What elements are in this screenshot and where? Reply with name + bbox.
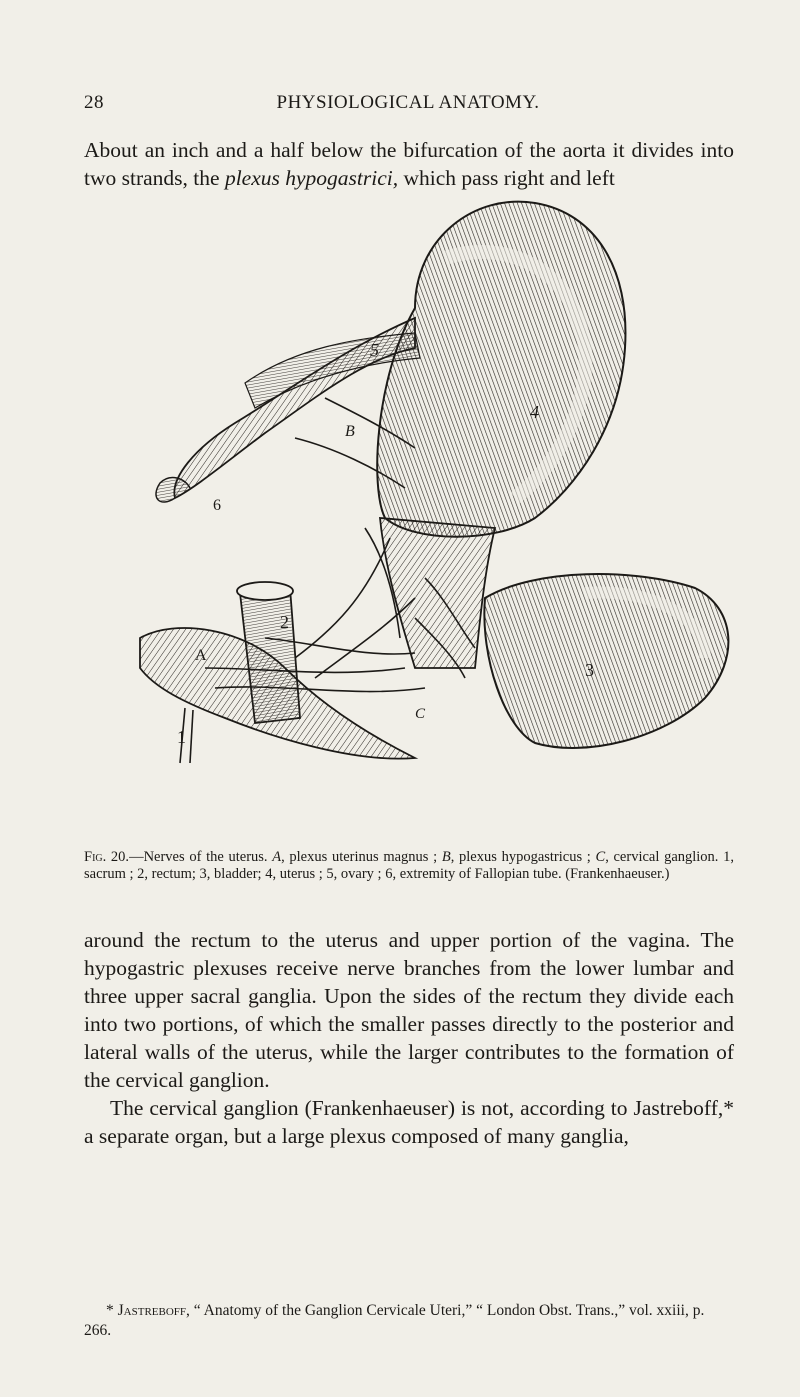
caption-B: B: [441, 849, 451, 865]
footnote-text: , “ Anatomy of the Ganglion Cervicale Uteri,” “ London Obst. Trans.,” vol. xxiii, p. 266.: [84, 1302, 705, 1339]
paragraph-cervical-ganglion: The cervical ganglion (Frankenhaeuser) is not, according to Jastreboff,* a separate organ, but a large plexus composed of many ganglia,: [84, 1096, 734, 1148]
label-4: 4: [530, 402, 539, 422]
label-1: 1: [177, 727, 186, 747]
paragraph-body: [84, 926, 734, 1150]
caption-text-3: , plexus hypogastricus ;: [450, 849, 596, 865]
label-2: 2: [280, 612, 289, 632]
footnote: [84, 1301, 734, 1341]
label-5: 5: [370, 340, 379, 360]
label-A: A: [195, 647, 207, 664]
caption-text-1: —Nerves of the uterus.: [129, 849, 273, 865]
paragraph-top: [84, 136, 734, 192]
uterus-nerves-illustration: [115, 198, 755, 770]
caption-text-4: , cervical ganglion. 1, sacrum ; 2, rectum; 3, bladder; 4, uterus ; 5, ovary ; 6, extremity of Fallopian tube. (Frankenhaeuser.): [84, 849, 734, 882]
bladder-shape: [484, 574, 728, 748]
label-3: 3: [585, 660, 594, 680]
caption-C: C: [595, 849, 606, 865]
footnote-author: Jastreboff: [117, 1302, 187, 1319]
running-title: PHYSIOLOGICAL ANATOMY.: [276, 92, 540, 113]
label-B: B: [345, 423, 355, 440]
caption-text-2: , plexus uterinus magnus ;: [281, 849, 442, 865]
caption-A: A: [272, 849, 282, 865]
page-number: 28: [84, 92, 104, 113]
page-header: [84, 92, 732, 116]
paragraph-continuation: around the rectum to the uterus and upper portion of the vagina. The hypogastric plexuses receive nerve branches from the lower lumbar and three upper sacral ganglia. Upon the sides of the rectum they divide each into two portions, of which the smaller passes directly to the posterior and lateral walls of the uterus, while the larger contributes to the formation of the cervical ganglion.: [84, 928, 734, 1092]
caption-fig-label: Fig. 20.: [84, 849, 130, 865]
label-C: C: [415, 706, 426, 722]
label-6: 6: [213, 497, 221, 514]
paragraph-top-italic: plexus hypogastrici,: [224, 166, 399, 190]
footnote-marker: *: [106, 1302, 118, 1319]
paragraph-top-text: About an inch and a half below the bifurcation of the aorta it divides into two strands, the: [84, 138, 734, 190]
paragraph-top-text-end: which pass right and left: [398, 166, 615, 190]
figure-caption: [84, 849, 734, 883]
